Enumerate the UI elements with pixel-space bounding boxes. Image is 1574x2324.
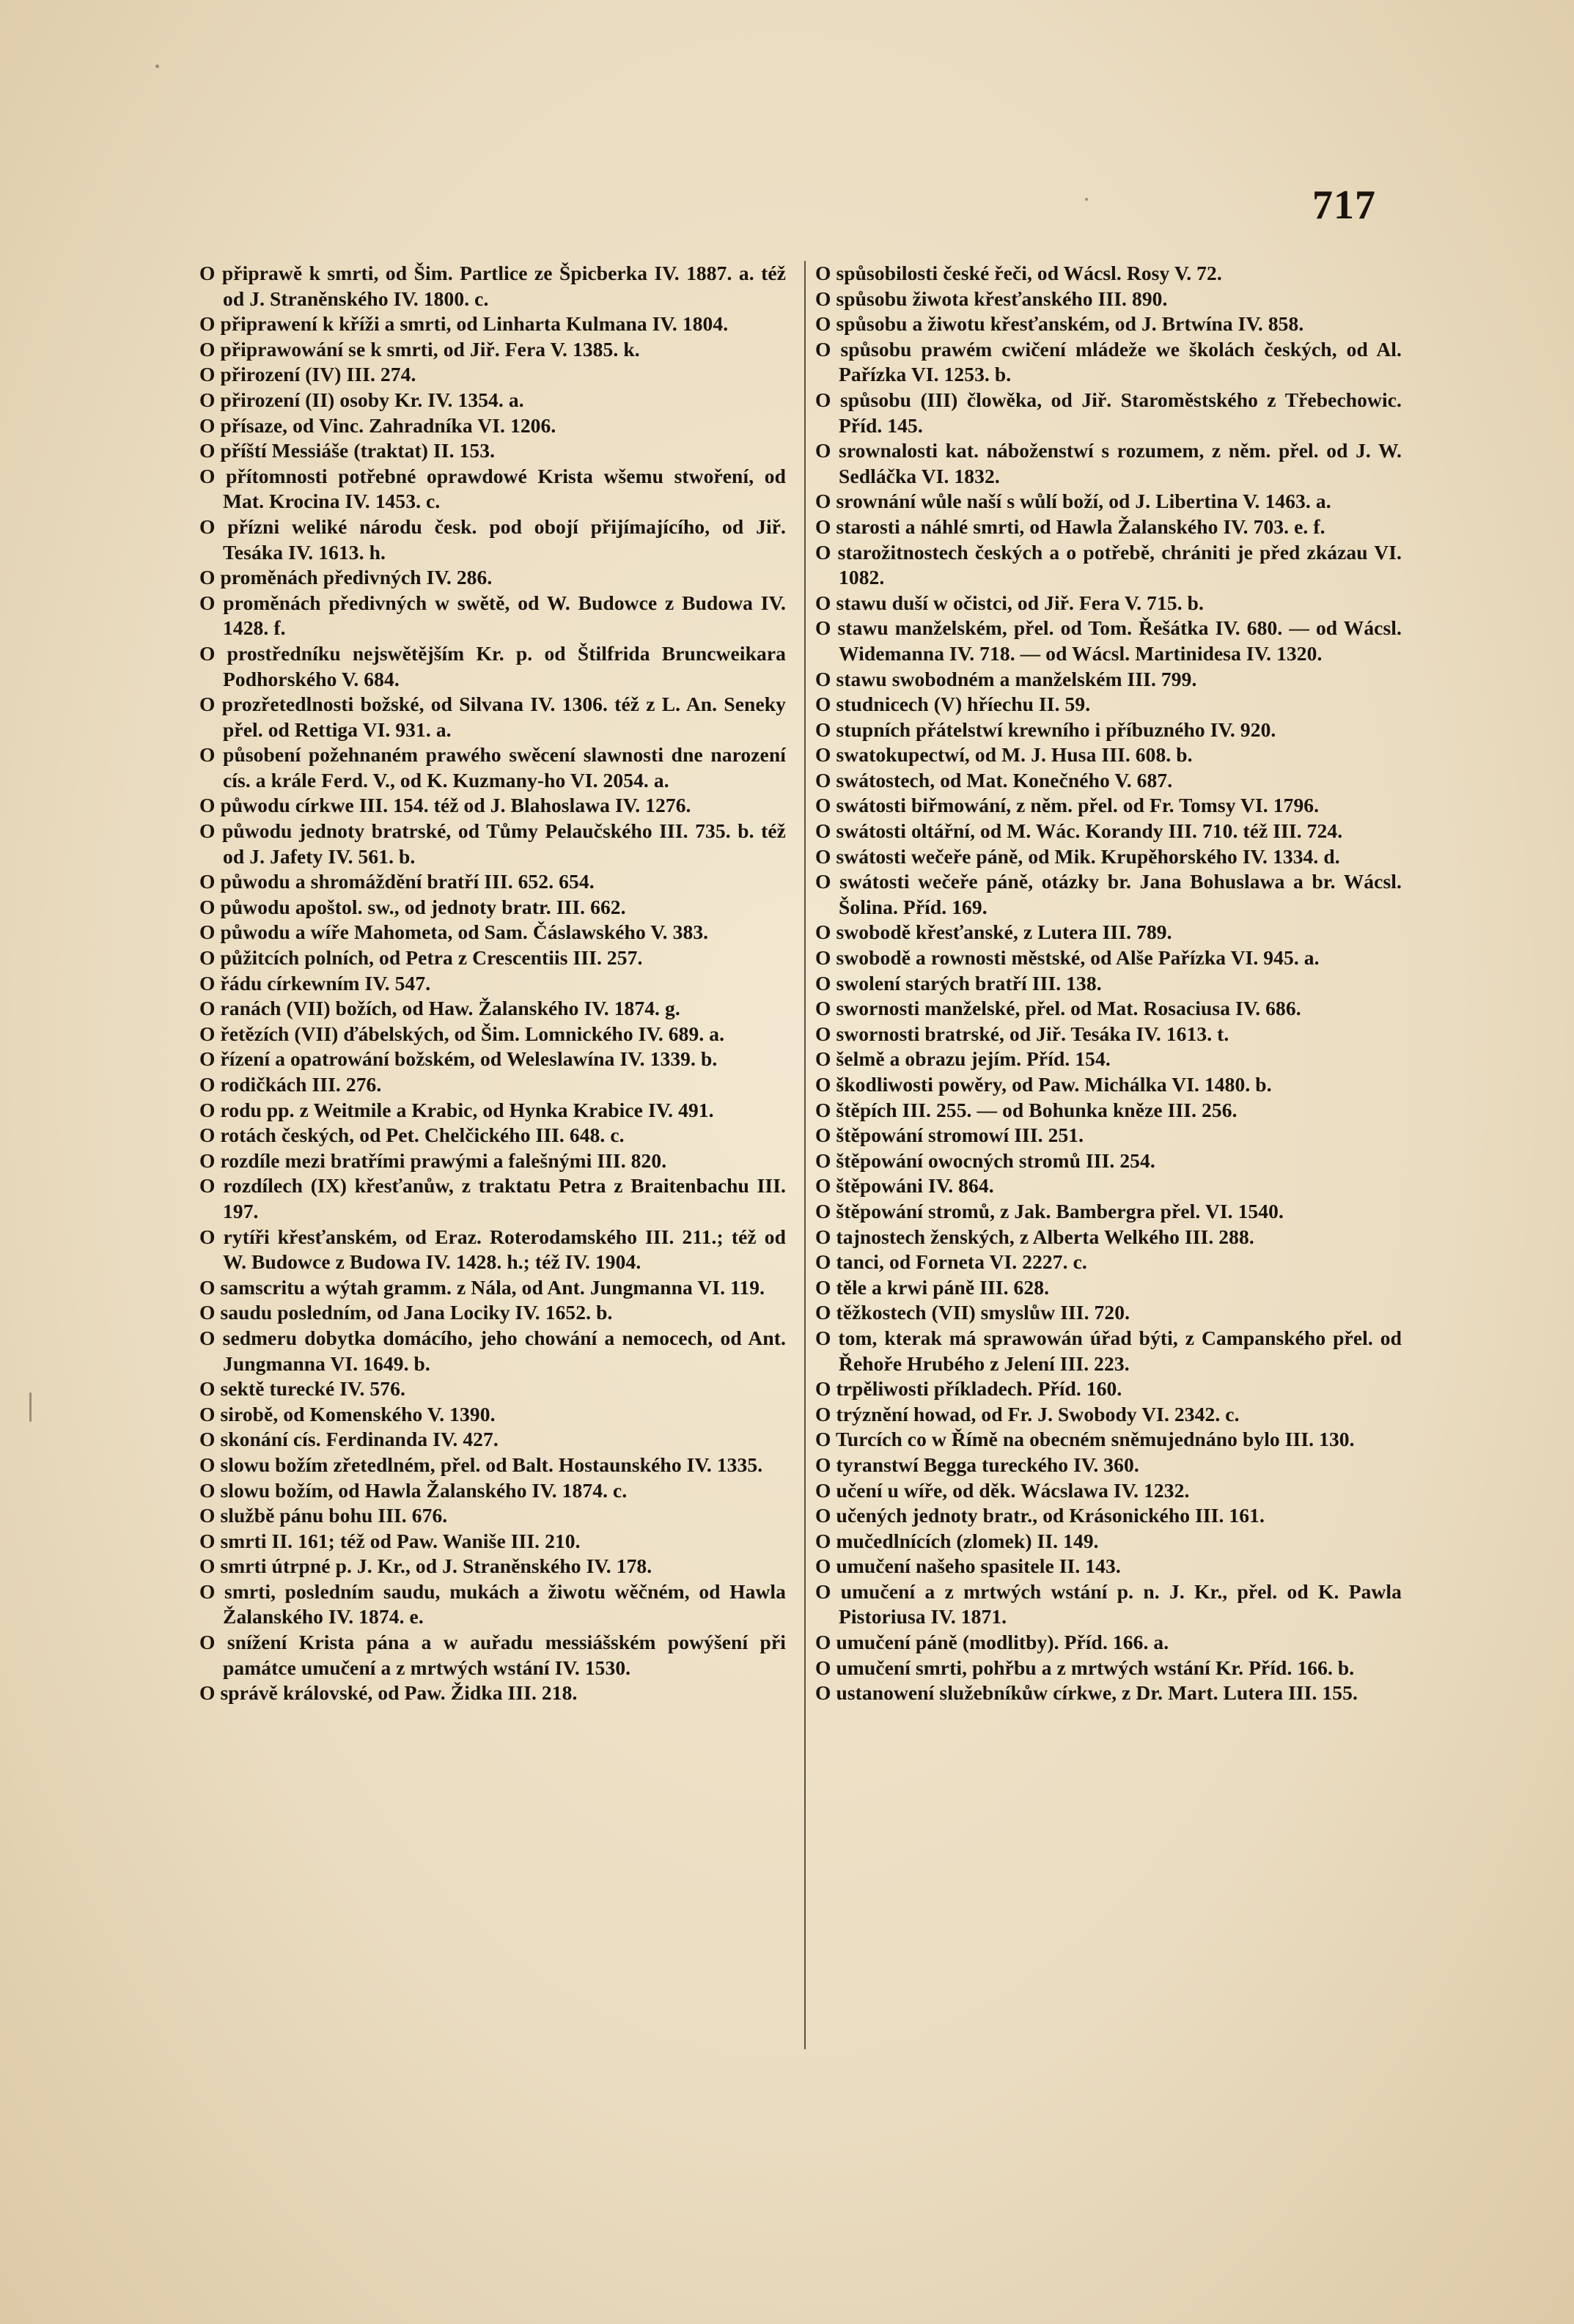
index-entry: O swolení starých bratří III. 138.: [815, 971, 1102, 995]
paper-speck: [1085, 198, 1088, 201]
left-column: [199, 261, 786, 1706]
column-divider: [804, 261, 806, 2049]
index-entry: O proměnách předivných IV. 286.: [199, 566, 493, 589]
index-entry: O působení požehnaném prawého swěcení slawnosti dne narození cís. a krále Ferd. V., od K. Kuzmany-ho VI. 2054. a.: [199, 743, 786, 792]
index-entry: O slowu božím, od Hawla Žalanského IV. 1874. c.: [199, 1478, 628, 1502]
index-entry: O umučení smrti, pohřbu a z mrtwých wstání Kr. Příd. 166. b.: [815, 1656, 1355, 1679]
index-entry: O půwodu apoštol. sw., od jednoty bratr. III. 662.: [199, 895, 626, 918]
index-entry: O spůsobu prawém cwičení mládeže we školách českých, od Al. Pařízka VI. 1253. b.: [815, 337, 1402, 386]
index-entry: O správě královské, od Paw. Židka III. 218.: [199, 1681, 578, 1705]
index-entry: O spůsobilosti české řeči, od Wácsl. Rosy V. 72.: [815, 262, 1222, 284]
index-entry: O sirobě, od Komenského V. 1390.: [199, 1402, 496, 1425]
index-entry: O řetězích (VII) ďábelských, od Šim. Lomnického IV. 689. a.: [199, 1022, 725, 1045]
index-entry: O saudu posledním, od Jana Lociky IV. 1652. b.: [199, 1301, 613, 1324]
paper-speck: [29, 1392, 32, 1422]
index-entry: O spůsobu žiwota křesťanského III. 890.: [815, 287, 1168, 310]
index-entry: O sedmeru dobytka domácího, jeho chowání a nemocech, od Ant. Jungmanna VI. 1649. b.: [199, 1326, 786, 1375]
index-entry: O přítomnosti potřebné oprawdowé Krista wšemu stwoření, od Mat. Krocina IV. 1453. c.: [199, 464, 786, 513]
index-entry: O trýznění howad, od Fr. J. Swobody VI. 2342. c.: [815, 1402, 1240, 1425]
index-entry: O škodliwosti powěry, od Paw. Michálka VI. 1480. b.: [815, 1073, 1272, 1096]
index-entry: O slowu božím zřetedlném, přel. od Balt. Hostaunského IV. 1335.: [199, 1453, 763, 1476]
index-entry: O přirození (II) osoby Kr. IV. 1354. a.: [199, 388, 524, 411]
index-entry: O rotách českých, od Pet. Chelčického III. 648. c.: [199, 1124, 625, 1147]
index-entry: O učení u wíře, od děk. Wácslawa IV. 1232.: [815, 1478, 1190, 1502]
index-entry: O swornosti manželské, přel. od Mat. Rosaciusa IV. 686.: [815, 997, 1301, 1020]
index-entry: O připrawě k smrti, od Šim. Partlice ze Špicberka IV. 1887. a. též od J. Straněnského IV. 1800. c.: [199, 262, 786, 310]
index-entry: O ustanowení služebníkůw církwe, z Dr. Mart. Lutera III. 155.: [815, 1681, 1358, 1705]
index-entry: O rodičkách III. 276.: [199, 1073, 382, 1096]
paper-speck: [155, 64, 159, 68]
index-entry: O studnicech (V) hříechu II. 59.: [815, 693, 1091, 716]
index-entry: O příští Messiáše (traktat) II. 153.: [199, 439, 496, 462]
index-entry: O skonání cís. Ferdinanda IV. 427.: [199, 1428, 499, 1451]
index-entry: O swátosti wečeře páně, otázky br. Jana Bohuslawa a br. Wácsl. Šolina. Příd. 169.: [815, 870, 1402, 918]
index-entry: O přízni weliké národu česk. pod obojí přijímajícího, od Jiř. Tesáka IV. 1613. h.: [199, 514, 786, 564]
index-entry: O přísaze, od Vinc. Zahradníka VI. 1206.: [199, 413, 556, 437]
index-entry: O smrti II. 161; též od Paw. Waniše III. 210.: [199, 1529, 581, 1552]
index-entry: O srownání wůle naší s wůlí boží, od J. Libertina V. 1463. a.: [815, 490, 1331, 513]
index-entry: O starožitnostech českých a o potřebě, chrániti je před zkázau VI. 1082.: [815, 540, 1402, 589]
index-entry: O umučení a z mrtwých wstání p. n. J. Kr., přel. od K. Pawla Pistoriusa IV. 1871.: [815, 1579, 1402, 1628]
index-entry: O swátosti wečeře páně, od Mik. Krupěhorského IV. 1334. d.: [815, 844, 1340, 868]
index-entry: O prozřetedlnosti božské, od Silvana IV. 1306. též z L. An. Seneky přel. od Rettiga VI. 931. a.: [199, 693, 786, 741]
index-entry: O swátosti oltářní, od M. Wác. Korandy III. 710. též III. 724.: [815, 819, 1343, 843]
index-entry: O těžkostech (VII) smyslůw III. 720.: [815, 1301, 1130, 1324]
index-entry: O rozdíle mezi bratřími prawými a falešnými III. 820.: [199, 1148, 667, 1172]
index-entry: O učených jednoty bratr., od Krásonického III. 161.: [815, 1504, 1265, 1527]
index-entry: O řádu církewním IV. 547.: [199, 971, 431, 995]
index-entry: O srownalosti kat. náboženstwí s rozumem, z něm. přel. od J. W. Sedláčka VI. 1832.: [815, 439, 1402, 487]
page-number: 717: [1312, 182, 1376, 228]
index-entry: O swátostech, od Mat. Konečného V. 687.: [815, 768, 1173, 792]
index-entry: O smrti útrpné p. J. Kr., od J. Straněnského IV. 178.: [199, 1554, 652, 1578]
index-entry: O samscritu a wýtah gramm. z Nála, od Ant. Jungmanna VI. 119.: [199, 1275, 765, 1299]
index-entry: O rytíři křesťanském, od Eraz. Roterodamského III. 211.; též od W. Budowce z Budowa IV. 1428. h.; též IV. 1904.: [199, 1225, 786, 1274]
index-entry: O tajnostech ženských, z Alberta Welkého III. 288.: [815, 1225, 1254, 1248]
index-entry: O rozdílech (IX) křesťanůw, z traktatu Petra z Braitenbachu III. 197.: [199, 1174, 786, 1222]
index-entry: O tyranstwí Begga tureckého IV. 360.: [815, 1453, 1139, 1476]
index-entry: O připrawowání se k smrti, od Jiř. Fera V. 1385. k.: [199, 337, 640, 361]
index-entry: O šelmě a obrazu jejím. Příd. 154.: [815, 1047, 1111, 1071]
index-entry: O těle a krwi páně III. 628.: [815, 1275, 1050, 1299]
index-entry: O půwodu církwe III. 154. též od J. Blahoslawa IV. 1276.: [199, 794, 691, 817]
index-entry: O proměnách předivných w swětě, od W. Budowce z Budowa IV. 1428. f.: [199, 591, 786, 640]
index-entry: O připrawení k kříži a smrti, od Linharta Kulmana IV. 1804.: [199, 312, 729, 336]
index-entry: O tom, kterak má sprawowán úřad býti, z Campanského přel. od Řehoře Hrubého z Jelení III. 223.: [815, 1326, 1402, 1375]
index-entry: O umučení páně (modlitby). Příd. 166. a.: [815, 1631, 1169, 1654]
index-entry: O půžitcích polních, od Petra z Crescentiis III. 257.: [199, 946, 643, 970]
index-entry: O stupních přátelstwí krewního i příbuzného IV. 920.: [815, 718, 1276, 741]
index-entry: O snížení Krista pána a w auřadu messiášském powýšení při památce umučení a z mrtwých wstání IV. 1530.: [199, 1631, 786, 1679]
index-entry: O swornosti bratrské, od Jiř. Tesáka IV. 1613. t.: [815, 1022, 1229, 1045]
index-entry: O půwodu a wíře Mahometa, od Sam. Čáslawského V. 383.: [199, 921, 709, 944]
index-entry: O přirození (IV) III. 274.: [199, 363, 416, 386]
index-entry: O službě pánu bohu III. 676.: [199, 1504, 448, 1527]
index-entry: O swatokupectwí, od M. J. Husa III. 608. b.: [815, 743, 1193, 767]
index-entry: O půwodu jednoty bratrské, od Tůmy Pelaučského III. 735. b. též od J. Jafety IV. 561. b.: [199, 819, 786, 868]
index-entry: O štěpowání owocných stromů III. 254.: [815, 1148, 1155, 1172]
index-entry: O řízení a opatrowání božském, od Weleslawína IV. 1339. b.: [199, 1047, 718, 1071]
index-entry: O swobodě a rownosti městské, od Alše Pařízka VI. 945. a.: [815, 946, 1320, 970]
index-entry: O swobodě křesťanské, z Lutera III. 789.: [815, 921, 1172, 944]
index-entry: O spůsobu a žiwotu křesťanském, od J. Brtwína IV. 858.: [815, 312, 1304, 336]
index-entry: O starosti a náhlé smrti, od Hawla Žalanského IV. 703. e. f.: [815, 514, 1325, 538]
index-entry: O štěpowáni IV. 864.: [815, 1174, 994, 1198]
index-entry: O trpěliwosti příkladech. Příd. 160.: [815, 1377, 1122, 1401]
index-entry: O Turcích co w Římě na obecném sněmujednáno bylo III. 130.: [815, 1428, 1355, 1451]
index-entry: O štěpích III. 255. — od Bohunka kněze III. 256.: [815, 1098, 1237, 1121]
index-entry: O stawu duší w očistci, od Jiř. Fera V. 715. b.: [815, 591, 1205, 614]
index-entry: O půwodu a shromáždění bratří III. 652. 654.: [199, 870, 595, 893]
index-entry: O stawu manželském, přel. od Tom. Řešátka IV. 680. — od Wácsl. Widemanna IV. 718. — od Wácsl. Martinidesa IV. 1320.: [815, 616, 1402, 665]
index-entry: O ranách (VII) božích, od Haw. Žalanského IV. 1874. g.: [199, 997, 680, 1020]
index-entry: O rodu pp. z Weitmile a Krabic, od Hynka Krabice IV. 491.: [199, 1098, 714, 1121]
index-entry: O mučedlnících (zlomek) II. 149.: [815, 1529, 1099, 1552]
index-entry: O tanci, od Forneta VI. 2227. c.: [815, 1250, 1087, 1274]
index-entry: O stawu swobodném a manželském III. 799.: [815, 667, 1197, 690]
index-entry: O smrti, posledním saudu, mukách a žiwotu wěčném, od Hawla Žalanského IV. 1874. e.: [199, 1579, 786, 1628]
index-entry: O sektě turecké IV. 576.: [199, 1377, 405, 1401]
index-entry: O štěpowání stromů, z Jak. Bambergra přel. VI. 1540.: [815, 1199, 1284, 1222]
index-entry: O štěpowání stromowí III. 251.: [815, 1124, 1084, 1147]
right-column: [815, 261, 1402, 1706]
index-entry: O swátosti biřmowání, z něm. přel. od Fr. Tomsy VI. 1796.: [815, 794, 1320, 817]
index-entry: O spůsobu (III) člowěka, od Jiř. Staroměstského z Třebechowic. Příd. 145.: [815, 388, 1402, 437]
index-entry: O prostředníku nejswětějším Kr. p. od Štilfrida Bruncweikara Podhorského V. 684.: [199, 641, 786, 690]
index-entry: O umučení našeho spasitele II. 143.: [815, 1554, 1121, 1578]
